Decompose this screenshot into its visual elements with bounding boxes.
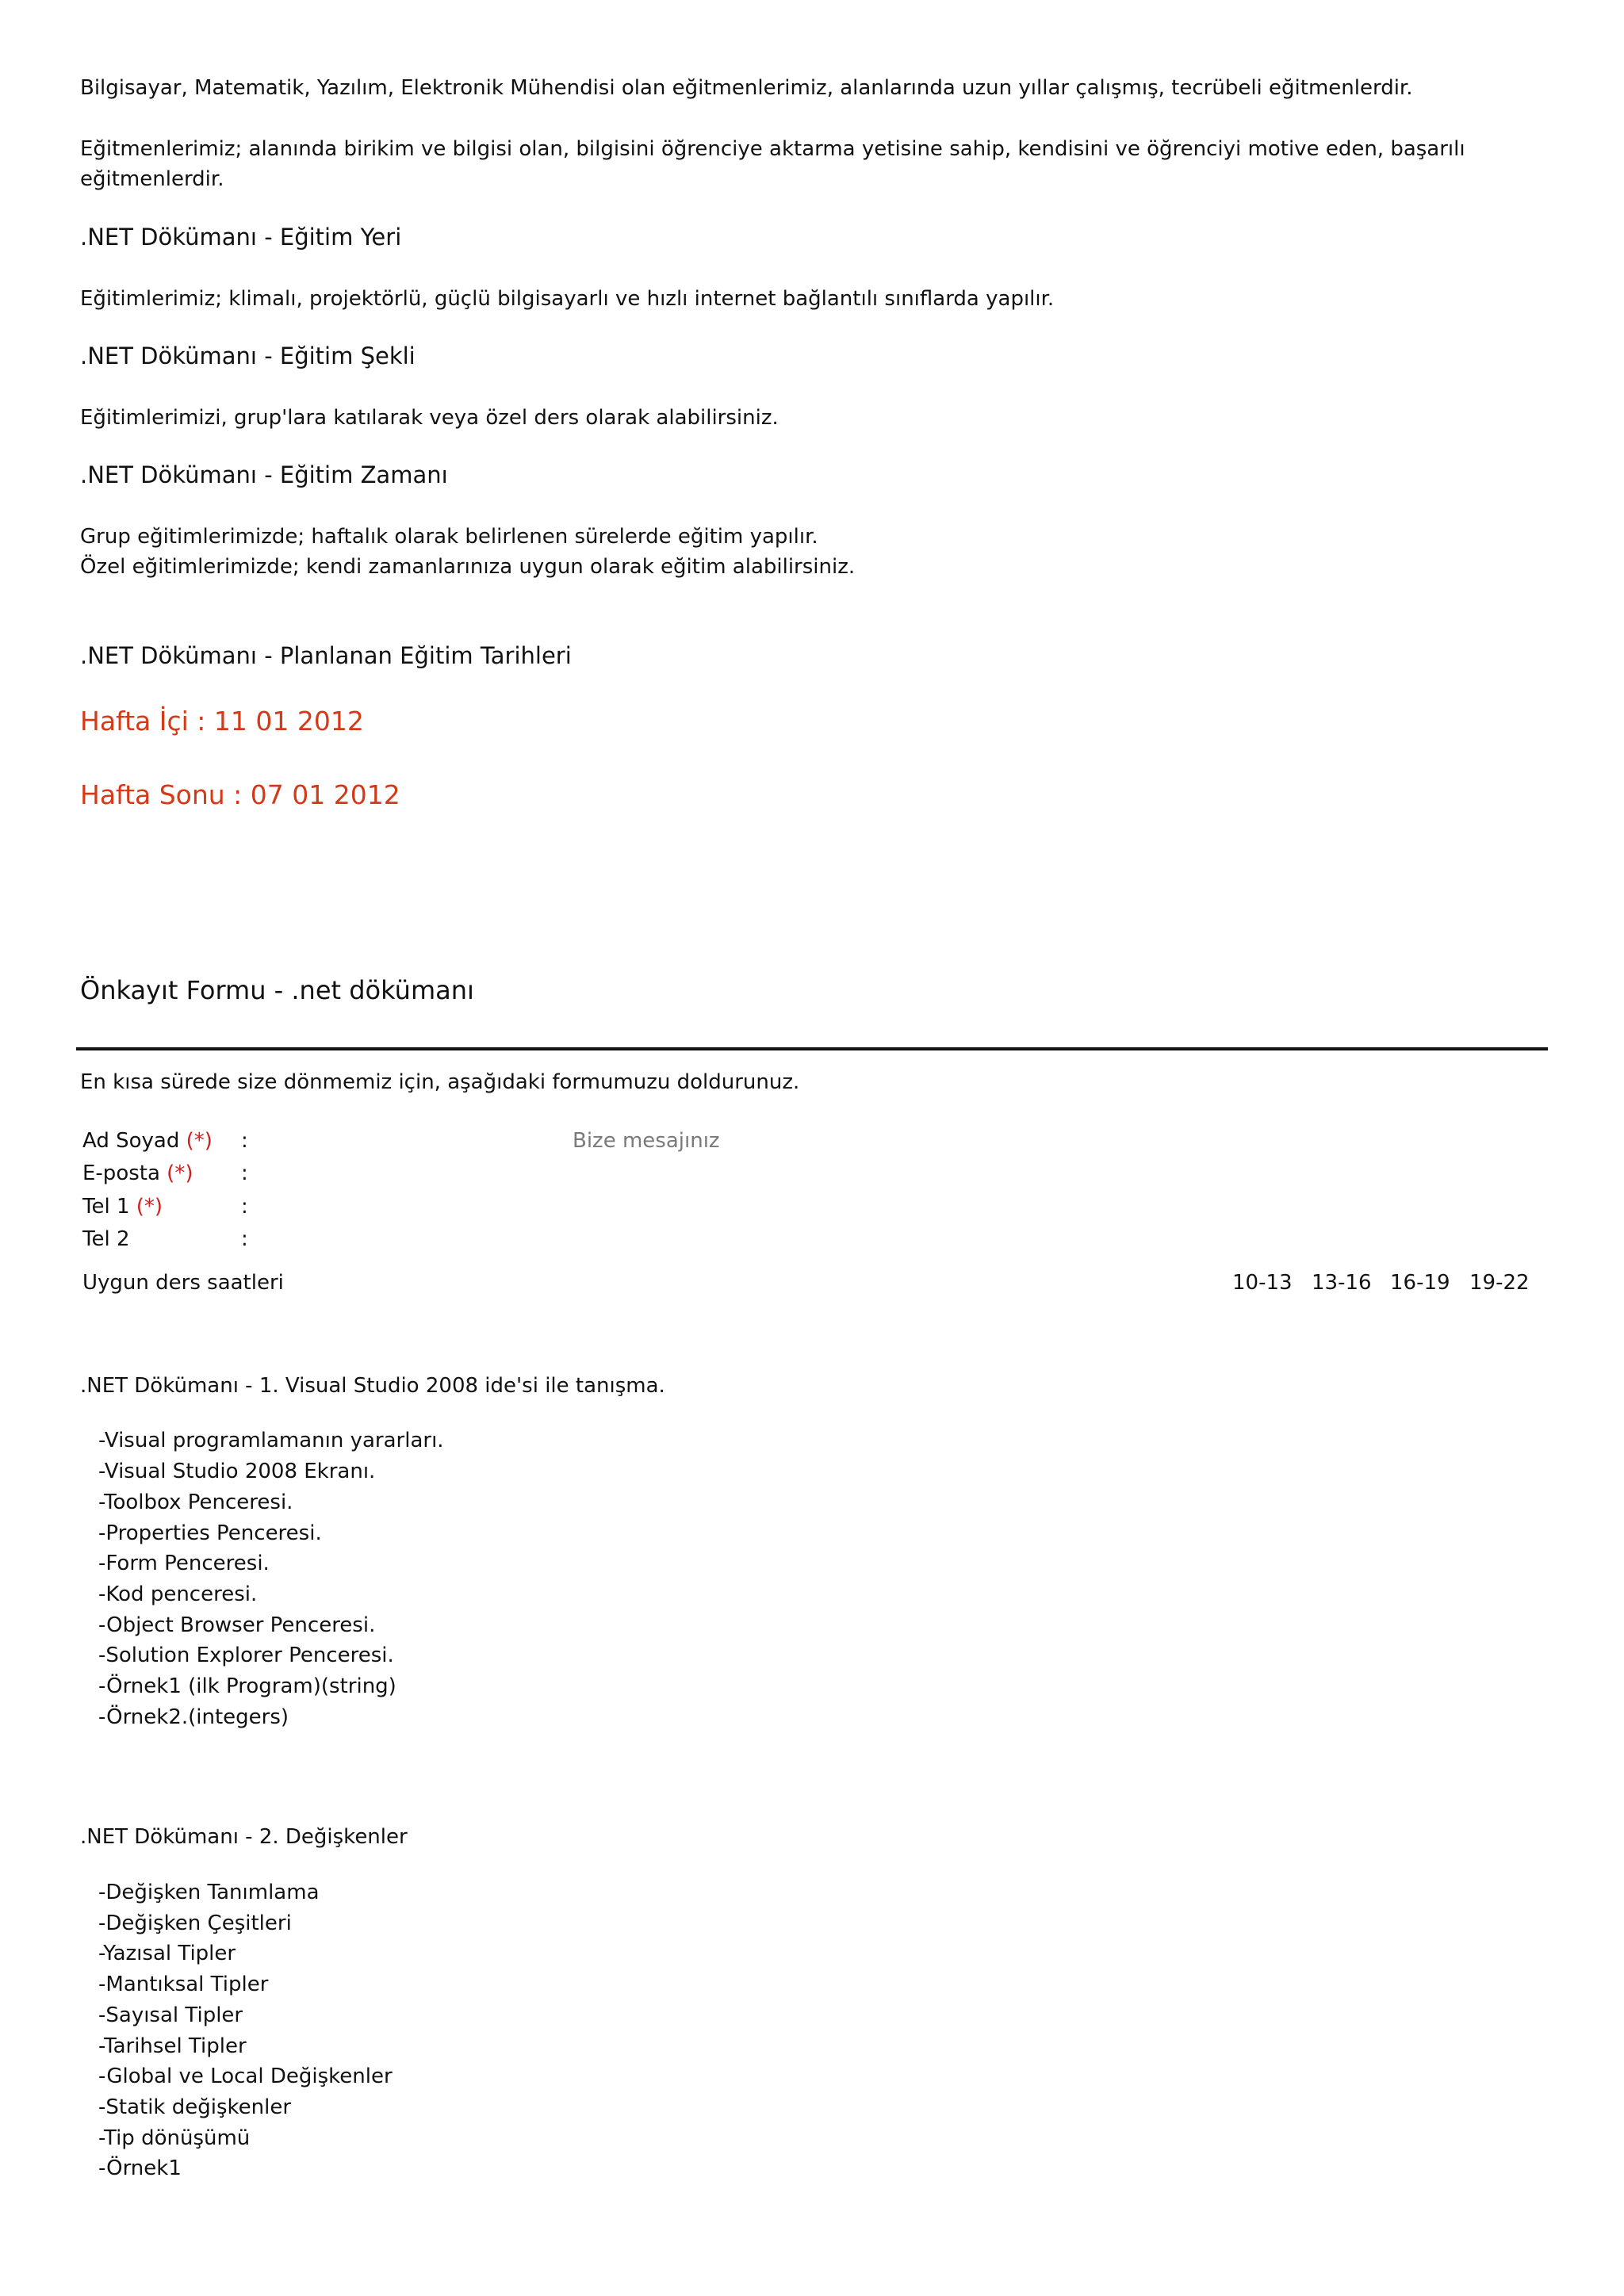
- lesson-1-item: -Properties Penceresi.: [98, 1521, 322, 1545]
- ad-soyad-colon: :: [241, 1129, 248, 1153]
- lesson-1-item: -Object Browser Penceresi.: [98, 1613, 376, 1637]
- lesson-2-item: -Statik değişkenler: [98, 2095, 292, 2119]
- lesson-1-item: -Toolbox Penceresi.: [98, 1490, 293, 1514]
- tel1-input[interactable]: [262, 1192, 547, 1220]
- lesson-2-item: -Global ve Local Değişkenler: [98, 2064, 393, 2088]
- date-hafta-sonu: Hafta Sonu : 07 01 2012: [80, 779, 400, 810]
- tel2-input[interactable]: [262, 1224, 547, 1253]
- form-intro: En kısa sürede size dönmemiz için, aşağıdaki formumuzu doldurunuz.: [80, 1070, 800, 1094]
- required-mark: (*): [136, 1195, 163, 1219]
- lesson-2-item: -Örnek1: [98, 2156, 182, 2180]
- lesson-1-item: -Örnek1 (ilk Program)(string): [98, 1674, 396, 1698]
- eposta-label-text: E-posta: [82, 1161, 160, 1185]
- required-mark: (*): [167, 1161, 193, 1185]
- tel1-label-text: Tel 1: [82, 1195, 130, 1219]
- lesson-2-item: -Mantıksal Tipler: [98, 1973, 269, 1996]
- section-heading-egitim-tarihleri: .NET Dökümanı - Planlanan Eğitim Tarihleri: [80, 642, 572, 669]
- intro-paragraph-2-line-2: eğitmenlerdir.: [80, 167, 224, 191]
- section-heading-egitim-sekli: .NET Dökümanı - Eğitim Şekli: [80, 342, 416, 369]
- required-mark: (*): [186, 1129, 213, 1153]
- lesson-2-title: .NET Dökümanı - 2. Değişkenler: [80, 1825, 408, 1849]
- section-text-egitim-yeri: Eğitimlerimiz; klimalı, projektörlü, güçlü bilgisayarlı ve hızlı internet bağlantılı sınıflarda yapılır.: [80, 287, 1055, 311]
- hour-option-16-19[interactable]: 16-19: [1390, 1271, 1450, 1295]
- form-divider: [76, 1047, 1548, 1050]
- tel2-label: Tel 2: [82, 1227, 130, 1251]
- intro-paragraph-2-line-1: Eğitmenlerimiz; alanında birikim ve bilgisi olan, bilgisini öğrenciye aktarma yetisine sahip, kendisini ve öğrenciyi motive eden, başarılı: [80, 137, 1465, 161]
- section-heading-egitim-zamani: .NET Dökümanı - Eğitim Zamanı: [80, 461, 448, 488]
- eposta-input[interactable]: [262, 1158, 547, 1187]
- lesson-1-item: -Visual programlamanın yararları.: [98, 1429, 444, 1452]
- tel1-label: [82, 1192, 163, 1222]
- eposta-label: [82, 1158, 193, 1188]
- section-text-egitim-sekli: Eğitimlerimizi, grup'lara katılarak veya özel ders olarak alabilirsiniz.: [80, 406, 779, 430]
- lesson-2-item: -Sayısal Tipler: [98, 2003, 243, 2027]
- form-title: Önkayıt Formu - .net dökümanı: [80, 975, 474, 1005]
- ad-soyad-label-text: Ad Soyad: [82, 1129, 180, 1153]
- lesson-2-item: -Değişken Çeşitleri: [98, 1911, 292, 1935]
- section-heading-egitim-yeri: .NET Dökümanı - Eğitim Yeri: [80, 224, 402, 251]
- lesson-2-item: -Tarihsel Tipler: [98, 2034, 247, 2058]
- hour-option-19-22[interactable]: 19-22: [1469, 1271, 1530, 1295]
- tel2-colon: :: [241, 1227, 248, 1251]
- tel1-colon: :: [241, 1195, 248, 1219]
- lesson-1-item: -Visual Studio 2008 Ekranı.: [98, 1460, 376, 1483]
- hour-option-10-13[interactable]: 10-13: [1232, 1271, 1293, 1295]
- ad-soyad-input[interactable]: [262, 1126, 547, 1154]
- hour-option-13-16[interactable]: 13-16: [1312, 1271, 1372, 1295]
- lesson-1-title: .NET Dökümanı - 1. Visual Studio 2008 ide'si ile tanışma.: [80, 1374, 665, 1398]
- lesson-1-item: -Kod penceresi.: [98, 1582, 258, 1606]
- ad-soyad-label: [82, 1126, 213, 1156]
- lesson-2-item: -Tip dönüşümü: [98, 2126, 251, 2150]
- date-hafta-ici: Hafta İçi : 11 01 2012: [80, 706, 364, 737]
- section-text-egitim-zamani-line-2: Özel eğitimlerimizde; kendi zamanlarınıza uygun olarak eğitim alabilirsiniz.: [80, 555, 856, 579]
- message-textarea[interactable]: Bize mesajınız: [573, 1129, 720, 1153]
- section-text-egitim-zamani-line-1: Grup eğitimlerimizde; haftalık olarak belirlenen sürelerde eğitim yapılır.: [80, 525, 818, 549]
- lesson-2-item: -Yazısal Tipler: [98, 1942, 236, 1965]
- eposta-colon: :: [241, 1161, 248, 1185]
- lesson-1-item: -Örnek2.(integers): [98, 1705, 289, 1729]
- intro-paragraph-1: Bilgisayar, Matematik, Yazılım, Elektronik Mühendisi olan eğitmenlerimiz, alanlarında uzun yıllar çalışmış, tecrübeli eğitmenlerdir.: [80, 76, 1413, 100]
- lesson-2-item: -Değişken Tanımlama: [98, 1881, 320, 1904]
- hours-label: Uygun ders saatleri: [82, 1271, 284, 1295]
- lesson-1-item: -Form Penceresi.: [98, 1552, 270, 1575]
- lesson-1-item: -Solution Explorer Penceresi.: [98, 1644, 394, 1667]
